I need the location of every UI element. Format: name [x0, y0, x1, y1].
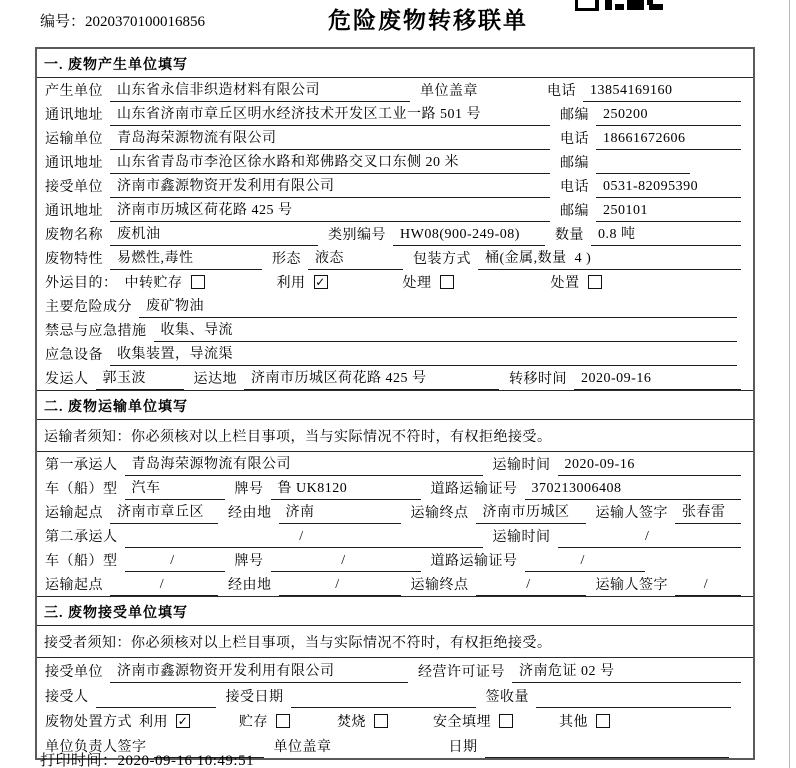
print-time-label: 打印时间：: [40, 753, 118, 768]
form-row: [37, 658, 753, 683]
section-waste-receiver: [37, 596, 753, 758]
print-time: [40, 749, 254, 768]
checkbox-item: [125, 272, 277, 294]
field-label: 道路运输证号: [430, 554, 518, 569]
field-value: 收集、导流: [154, 319, 738, 342]
field-label: 转移时间: [509, 372, 567, 387]
serial-label: 编号：: [40, 14, 86, 30]
form-row: [37, 476, 753, 500]
field-label: 接受日期: [225, 690, 284, 705]
field-value: [291, 691, 476, 708]
field-value: 济南市章丘区: [110, 501, 218, 524]
field-value: 18661672606: [596, 131, 741, 150]
form-row: [37, 500, 753, 524]
field-value: 2020-09-16: [558, 457, 742, 476]
checkbox-label: 处理: [402, 276, 432, 291]
checkbox-label: 贮存: [239, 715, 268, 730]
field-label: 单位负责人签字: [45, 740, 147, 755]
checkbox-item: [559, 711, 610, 733]
checkbox-unchecked-icon: [276, 714, 290, 728]
field-value: 废矿物油: [139, 295, 737, 318]
field-value: /: [110, 577, 218, 596]
field-label: 接受单位: [45, 180, 103, 195]
checkbox-item: [337, 711, 433, 733]
field-value: 青岛海荣源物流有限公司: [110, 127, 550, 150]
checkbox-label: 利用: [276, 276, 306, 291]
field-label: 通讯地址: [45, 156, 103, 171]
field-label: 第一承运人: [45, 458, 118, 473]
form-row: [37, 318, 753, 342]
field-label: 道路运输证号: [430, 482, 518, 497]
field-label: 签收量: [485, 690, 529, 705]
field-label: 通讯地址: [45, 108, 103, 123]
field-label: 应急设备: [45, 348, 103, 363]
field-value: 青岛海荣源物流有限公司: [125, 453, 483, 476]
field-value: 13854169160: [583, 83, 741, 102]
field-label: 牌号: [234, 554, 264, 569]
field-value: 济南危证 02 号: [512, 660, 741, 683]
field-label: 车（船）型: [45, 482, 118, 497]
field-label: 邮编: [560, 204, 589, 219]
checkbox-label: 其他: [559, 715, 588, 730]
field-value: 2020-09-16: [574, 371, 741, 390]
checkbox-item: [403, 272, 551, 294]
field-label: 废物名称: [45, 228, 103, 243]
form-row: [37, 524, 753, 548]
field-label: 禁忌与应急措施: [45, 324, 147, 339]
checkbox-checked-icon: ✓: [315, 275, 326, 289]
field-value: /: [476, 577, 586, 596]
field-value: 山东省青岛市李沧区徐水路和郑佛路交叉口东侧 20 米: [110, 151, 550, 174]
field-label: 运输时间: [492, 530, 551, 545]
field-value: [485, 741, 730, 758]
field-value: 汽车: [125, 477, 225, 500]
field-value: 济南市历城区荷花路 425 号: [110, 199, 550, 222]
field-label: 运输时间: [492, 458, 551, 473]
checkbox-label: 焚烧: [337, 715, 366, 730]
form-row: [37, 572, 753, 596]
field-value: 郭玉波: [96, 367, 184, 390]
field-label: 邮编: [560, 108, 589, 123]
serial-value: 2020370100016856: [85, 14, 206, 30]
checkbox-unchecked-icon: [440, 275, 454, 289]
field-label: 运输人签字: [595, 506, 668, 521]
field-label: 发运人: [45, 372, 89, 387]
field-label: 运输终点: [410, 506, 469, 521]
field-label: 废物处置方式: [45, 715, 132, 730]
field-value: [596, 157, 690, 174]
field-value: 山东省永信非织造材料有限公司: [110, 79, 410, 102]
field-value: /: [271, 553, 421, 572]
field-label: 运输终点: [410, 578, 469, 593]
field-label: 接受单位: [45, 665, 103, 680]
checkbox-item: [433, 711, 559, 733]
form-row: [37, 150, 753, 174]
field-label: 数量: [555, 228, 584, 243]
checkbox-label: 处置: [550, 276, 580, 291]
field-value: 张春雷: [675, 501, 741, 524]
field-value: 收集装置，导流渠: [110, 343, 737, 366]
form-row: [37, 270, 753, 294]
checkbox-checked-icon: ✓: [177, 714, 189, 728]
form-row: [37, 102, 753, 126]
field-value: /: [279, 577, 401, 596]
checkbox-label: 利用: [139, 715, 168, 730]
field-label: 包装方式: [413, 252, 471, 267]
field-label: 类别编号: [328, 228, 386, 243]
field-value: [96, 691, 216, 708]
form-row: [37, 222, 753, 246]
field-label: 通讯地址: [45, 204, 103, 219]
checkbox-unchecked-icon: [499, 714, 513, 728]
field-label: 电话: [560, 180, 589, 195]
form-row: [37, 452, 753, 476]
section-title: 二. 废物运输单位填写: [37, 390, 753, 420]
field-label: 日期: [448, 740, 478, 755]
field-label: 邮编: [560, 156, 589, 171]
field-label: 电话: [547, 84, 576, 99]
field-label: 车（船）型: [45, 554, 118, 569]
checkbox-unchecked-icon: [374, 714, 388, 728]
field-label: 运达地: [193, 372, 237, 387]
field-value: 济南市历城区荷花路 425 号: [244, 367, 499, 390]
page-title: 危险废物转移联单: [328, 8, 528, 33]
field-value: 鲁 UK8120: [271, 477, 421, 500]
field-value: /: [675, 577, 741, 596]
form-row: [37, 198, 753, 222]
qr-code-fragment: [575, 0, 670, 11]
field-label: 废物特性: [45, 252, 103, 267]
section-note: 接受者须知：你必须核对以上栏目事项，当与实际情况不符时，有权拒绝接受。: [37, 626, 753, 658]
field-label: 外运目的：: [45, 276, 118, 291]
field-value: 0.8 吨: [591, 223, 741, 246]
field-label: 产生单位: [45, 84, 103, 99]
form-row: [37, 683, 753, 708]
print-time-value: 2020-09-16 10:49:51: [117, 753, 255, 768]
form-row: [37, 548, 753, 572]
form-row: [37, 174, 753, 198]
section-waste-generator: [37, 49, 753, 390]
field-value: /: [125, 553, 225, 572]
section-title: 一. 废物产生单位填写: [37, 49, 753, 78]
field-value: 液态: [308, 247, 403, 270]
field-label: 单位盖章: [273, 740, 332, 755]
field-label: 经营许可证号: [418, 665, 505, 680]
checkbox-item: [239, 711, 337, 733]
field-value: 370213006408: [525, 481, 742, 500]
form-row: [37, 126, 753, 150]
section-title: 三. 废物接受单位填写: [37, 596, 753, 626]
field-label: 运输人签字: [595, 578, 668, 593]
field-value: 济南市鑫源物资开发利用有限公司: [110, 175, 550, 198]
form-row: [37, 78, 753, 102]
field-label: 运输起点: [45, 506, 103, 521]
form-table: [35, 47, 755, 760]
field-value: 250101: [596, 203, 741, 222]
field-label: 经由地: [228, 578, 272, 593]
field-label: 电话: [560, 132, 589, 147]
form-row: [37, 294, 753, 318]
field-label: 牌号: [234, 482, 264, 497]
checkbox-item: [551, 272, 602, 294]
serial-number: [40, 10, 205, 31]
field-label: 运输起点: [45, 578, 103, 593]
field-value: 0531-82095390: [596, 179, 741, 198]
field-value: /: [125, 529, 483, 548]
field-label: 第二承运人: [45, 530, 118, 545]
field-value: 废机油: [110, 223, 318, 246]
checkbox-item: [139, 711, 239, 733]
field-value: /: [525, 553, 646, 572]
field-label: 经由地: [228, 506, 272, 521]
field-value: 桶(金属,数量 4 ): [478, 247, 741, 270]
field-value: 易燃性,毒性: [110, 247, 262, 270]
checkbox-label: 安全填埋: [433, 715, 491, 730]
form-row: [37, 246, 753, 270]
field-label: 运输单位: [45, 132, 103, 147]
field-value: 济南: [279, 501, 401, 524]
checkbox-unchecked-icon: [588, 275, 602, 289]
section-waste-transporter: [37, 390, 753, 596]
checkbox-unchecked-icon: [596, 714, 610, 728]
field-value: 济南市鑫源物资开发利用有限公司: [110, 660, 408, 683]
field-value: 济南市历城区: [476, 501, 586, 524]
checkbox-unchecked-icon: [191, 275, 205, 289]
field-label: 主要危险成分: [45, 300, 132, 315]
field-value: 山东省济南市章丘区明水经济技术开发区工业一路 501 号: [110, 103, 550, 126]
field-label: 形态: [272, 252, 301, 267]
field-value: 250200: [596, 107, 741, 126]
field-value: HW08(900-249-08): [393, 227, 545, 246]
section-note: 运输者须知：你必须核对以上栏目事项，当与实际情况不符时，有权拒绝接受。: [37, 420, 753, 452]
checkbox-item: [277, 272, 403, 294]
form-row: [37, 366, 753, 390]
form-row: [37, 708, 753, 733]
field-value: /: [558, 529, 742, 548]
checkbox-label: 中转贮存: [124, 276, 183, 291]
field-value: [536, 691, 731, 708]
field-label: 单位盖章: [420, 84, 478, 99]
form-row: [37, 342, 753, 366]
page-edge-divider: [789, 0, 790, 768]
field-label: 接受人: [45, 690, 89, 705]
